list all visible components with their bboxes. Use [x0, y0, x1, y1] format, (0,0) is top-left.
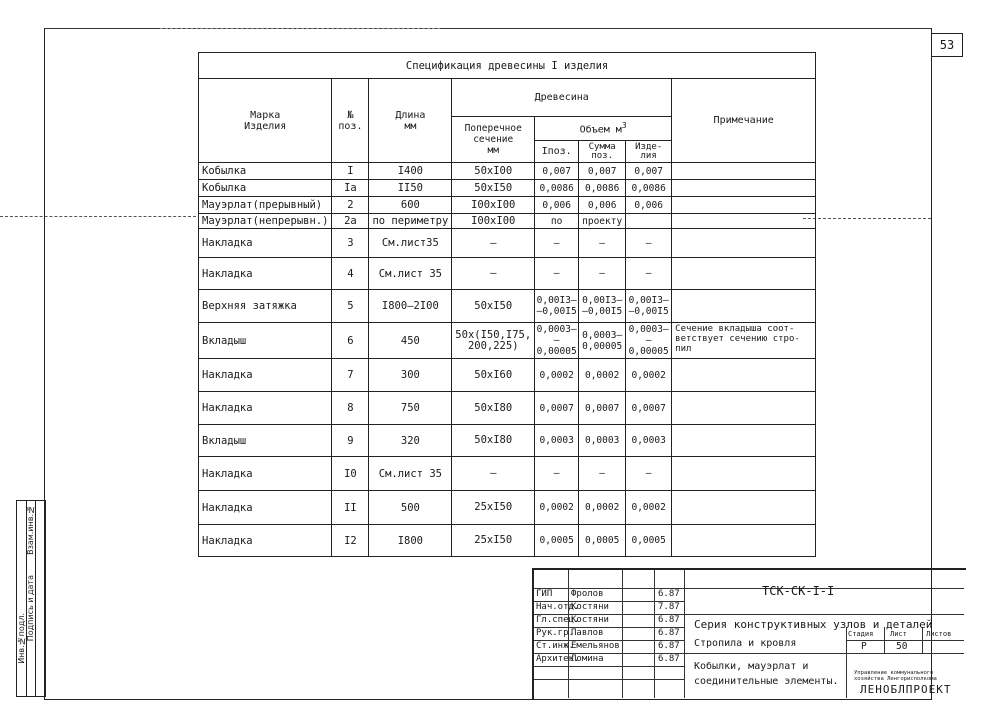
cell-vol-sum: проекту	[579, 214, 626, 229]
staff-role: Гл.спец.	[536, 615, 580, 625]
cell-length: См.лист35	[369, 229, 452, 258]
cell-vol-pos: 0,0007	[535, 392, 579, 425]
cell-section: 25xI50	[452, 491, 535, 525]
cell-mark: Кобылка	[199, 163, 332, 180]
cell-length: 320	[369, 425, 452, 457]
cell-pos: Iа	[332, 180, 369, 197]
cell-pos: 8	[332, 392, 369, 425]
fold-mark-right	[803, 218, 931, 219]
staff-role: Нач.отд.	[536, 602, 580, 612]
cell-vol-pos: по	[535, 214, 579, 229]
header-mark: Марка Изделия	[199, 79, 332, 163]
sheets-label: Листов	[926, 630, 952, 638]
cell-vol-pos: 0,007	[535, 163, 579, 180]
cell-section: 50xI80	[452, 425, 535, 457]
cell-pos: 9	[332, 425, 369, 457]
cell-pos: 4	[332, 258, 369, 290]
cell-note: Сечение вкладыша соот- ветствует сечению стро- пил	[672, 323, 816, 359]
header-length: Длина мм	[369, 79, 452, 163]
cell-note	[672, 525, 816, 557]
title-block	[532, 568, 966, 700]
cell-vol-item: –	[626, 229, 672, 258]
cell-section: 50xI60	[452, 359, 535, 392]
stamp-signature-date: Подпись и дата	[26, 575, 35, 642]
cell-pos: 2	[332, 197, 369, 214]
cell-length: 300	[369, 359, 452, 392]
cell-mark: Накладка	[199, 457, 332, 491]
cell-note	[672, 457, 816, 491]
cell-section: 50xI50	[452, 180, 535, 197]
cell-note	[672, 290, 816, 323]
cell-vol-item: 0,0003– –0,00005	[626, 323, 672, 359]
staff-date: 6.87	[658, 628, 680, 638]
cell-note	[672, 229, 816, 258]
cell-length: См.лист 35	[369, 457, 452, 491]
cell-vol-sum: 0,0003	[579, 425, 626, 457]
cell-pos: 5	[332, 290, 369, 323]
cell-note	[672, 163, 816, 180]
cell-note	[672, 258, 816, 290]
table-row	[199, 457, 816, 491]
stamp-replace-inv: Взам.инв.№	[26, 505, 35, 555]
cell-note	[672, 214, 816, 229]
stage-label: Стадия	[848, 630, 874, 638]
cell-vol-sum: –	[579, 258, 626, 290]
cell-vol-item: 0,0005	[626, 525, 672, 557]
table-caption: Спецификация древесины I изделия	[199, 53, 816, 79]
cell-length: I800–2I00	[369, 290, 452, 323]
cell-mark: Вкладыш	[199, 323, 332, 359]
cell-mark: Накладка	[199, 392, 332, 425]
cell-vol-item	[626, 214, 672, 229]
cell-pos: I0	[332, 457, 369, 491]
header-volume-unit: 3	[621, 121, 627, 131]
staff-name: Емельянов	[571, 641, 620, 651]
header-pos: № поз.	[332, 79, 369, 163]
cell-note	[672, 359, 816, 392]
staff-name: Костяни	[571, 615, 609, 625]
cell-vol-pos: 0,0002	[535, 359, 579, 392]
cell-vol-sum: 0,0003– 0,00005	[579, 323, 626, 359]
organization-name: ЛЕНОБЛПРОЕКТ	[860, 683, 952, 696]
cell-mark: Накладка	[199, 258, 332, 290]
cell-section: 50x(I50,I75, 200,225)	[452, 323, 535, 359]
cell-section: I00xI00	[452, 197, 535, 214]
cell-vol-sum: 0,0002	[579, 359, 626, 392]
header-vol-item: Изде- лия	[626, 141, 672, 163]
table-row	[199, 491, 816, 525]
staff-date: 6.87	[658, 654, 680, 664]
cell-mark: Накладка	[199, 491, 332, 525]
organization-line: Управление коммунального хозяйства Ленгорисполкома	[854, 670, 937, 682]
staff-name: Ломина	[571, 654, 604, 664]
cell-mark: Вкладыш	[199, 425, 332, 457]
cell-length: См.лист 35	[369, 258, 452, 290]
cell-mark: Накладка	[199, 359, 332, 392]
staff-date: 6.87	[658, 641, 680, 651]
table-row	[199, 323, 816, 359]
cell-vol-pos: 0,00I3– –0,00I5	[535, 290, 579, 323]
fold-mark-top	[160, 28, 440, 29]
sheet-value: 50	[896, 641, 908, 652]
header-vol-pos: Iпоз.	[535, 141, 579, 163]
cell-mark: Кобылка	[199, 180, 332, 197]
cell-length: по периметру	[369, 214, 452, 229]
cell-vol-sum: 0,0005	[579, 525, 626, 557]
table-row	[199, 197, 816, 214]
cell-vol-pos: –	[535, 229, 579, 258]
cell-pos: 2а	[332, 214, 369, 229]
staff-name: Павлов	[571, 628, 604, 638]
cell-vol-item: –	[626, 258, 672, 290]
cell-vol-item: –	[626, 457, 672, 491]
table-row	[199, 392, 816, 425]
table-row	[199, 525, 816, 557]
cell-note	[672, 425, 816, 457]
cell-mark: Накладка	[199, 525, 332, 557]
cell-section: 50xI50	[452, 290, 535, 323]
staff-role: Ст.инж.	[536, 641, 574, 651]
cell-vol-item: 0,007	[626, 163, 672, 180]
cell-vol-sum: 0,0002	[579, 491, 626, 525]
cell-vol-item: 0,0007	[626, 392, 672, 425]
cell-vol-pos: 0,0002	[535, 491, 579, 525]
cell-length: 600	[369, 197, 452, 214]
table-row	[199, 163, 816, 180]
cell-mark: Накладка	[199, 229, 332, 258]
header-section: Поперечное сечение мм	[452, 117, 535, 163]
cell-length: 500	[369, 491, 452, 525]
header-note: Примечание	[672, 79, 816, 163]
cell-pos: II	[332, 491, 369, 525]
cell-vol-pos: 0,0086	[535, 180, 579, 197]
cell-note	[672, 491, 816, 525]
cell-pos: I2	[332, 525, 369, 557]
cell-pos: I	[332, 163, 369, 180]
cell-section: –	[452, 229, 535, 258]
cell-vol-pos: 0,0005	[535, 525, 579, 557]
cell-section: 25xI50	[452, 525, 535, 557]
header-volume	[535, 117, 672, 141]
cell-vol-item: 0,006	[626, 197, 672, 214]
specification-table	[198, 52, 816, 557]
cell-length: 450	[369, 323, 452, 359]
cell-vol-sum: 0,0086	[579, 180, 626, 197]
cell-note	[672, 197, 816, 214]
cell-section: 50xI80	[452, 392, 535, 425]
cell-vol-pos: –	[535, 457, 579, 491]
header-wood: Древесина	[452, 79, 672, 117]
section-title: Стропила и кровля	[694, 638, 797, 649]
cell-vol-pos: 0,0003– –0,00005	[536, 324, 577, 357]
cell-vol-item: 0,0002	[626, 359, 672, 392]
cell-length: I800	[369, 525, 452, 557]
stamp-inv-no: Инв.№подл.	[17, 613, 26, 664]
cell-pos: 6	[332, 323, 369, 359]
cell-vol-sum: 0,0007	[579, 392, 626, 425]
table-row	[199, 229, 816, 258]
cell-vol-item: 0,0003	[626, 425, 672, 457]
series-title: Серия конструктивных узлов и деталей	[694, 618, 933, 631]
stage-value: Р	[861, 641, 867, 652]
sheet-title: Кобылки, мауэрлат и соединительные элементы.	[694, 661, 839, 687]
staff-date: 6.87	[658, 589, 680, 599]
cell-vol-item: 0,0086	[626, 180, 672, 197]
cell-note	[672, 180, 816, 197]
left-stamp	[16, 500, 46, 697]
cell-mark: Мауэрлат(прерывный)	[199, 197, 332, 214]
table-row	[199, 180, 816, 197]
cell-vol-sum: 0,007	[579, 163, 626, 180]
staff-role: ГИП	[536, 589, 553, 599]
cell-section: 50xI00	[452, 163, 535, 180]
cell-section: I00xI00	[452, 214, 535, 229]
table-row	[199, 359, 816, 392]
cell-vol-sum: –	[579, 229, 626, 258]
cell-length: I400	[369, 163, 452, 180]
page-number: 53	[931, 33, 963, 57]
cell-section: –	[452, 258, 535, 290]
cell-vol-sum: 0,00I3– –0,00I5	[579, 290, 626, 323]
header-vol-sum: Сумма поз.	[579, 141, 626, 163]
cell-pos: 3	[332, 229, 369, 258]
header-volume-label: Объем м	[579, 124, 622, 136]
staff-name: Костяни	[571, 602, 609, 612]
staff-date: 6.87	[658, 615, 680, 625]
cell-vol-pos: –	[535, 258, 579, 290]
cell-vol-item: 0,0002	[626, 491, 672, 525]
table-row	[199, 290, 816, 323]
cell-vol-sum: 0,006	[579, 197, 626, 214]
cell-vol-item: 0,00I3– –0,00I5	[626, 290, 672, 323]
table-row	[199, 214, 816, 229]
staff-role: Архитек.	[536, 654, 580, 664]
cell-length: 750	[369, 392, 452, 425]
cell-pos: 7	[332, 359, 369, 392]
table-row	[199, 258, 816, 290]
cell-vol-pos: 0,006	[535, 197, 579, 214]
cell-mark: Мауэрлат(непрерывн.)	[199, 214, 332, 229]
sheet-label: Лист	[890, 630, 907, 638]
cell-mark: Верхняя затяжка	[199, 290, 332, 323]
staff-name: Фролов	[571, 589, 604, 599]
cell-note	[672, 392, 816, 425]
document-code: ТСК-СК-I-I	[762, 584, 835, 598]
cell-vol-sum: –	[579, 457, 626, 491]
fold-mark-left	[0, 216, 196, 217]
table-row	[199, 425, 816, 457]
staff-date: 7.87	[658, 602, 680, 612]
staff-role: Рук.гр.	[536, 628, 574, 638]
cell-section: –	[452, 457, 535, 491]
cell-vol-pos: 0,0003	[535, 425, 579, 457]
cell-length: II50	[369, 180, 452, 197]
